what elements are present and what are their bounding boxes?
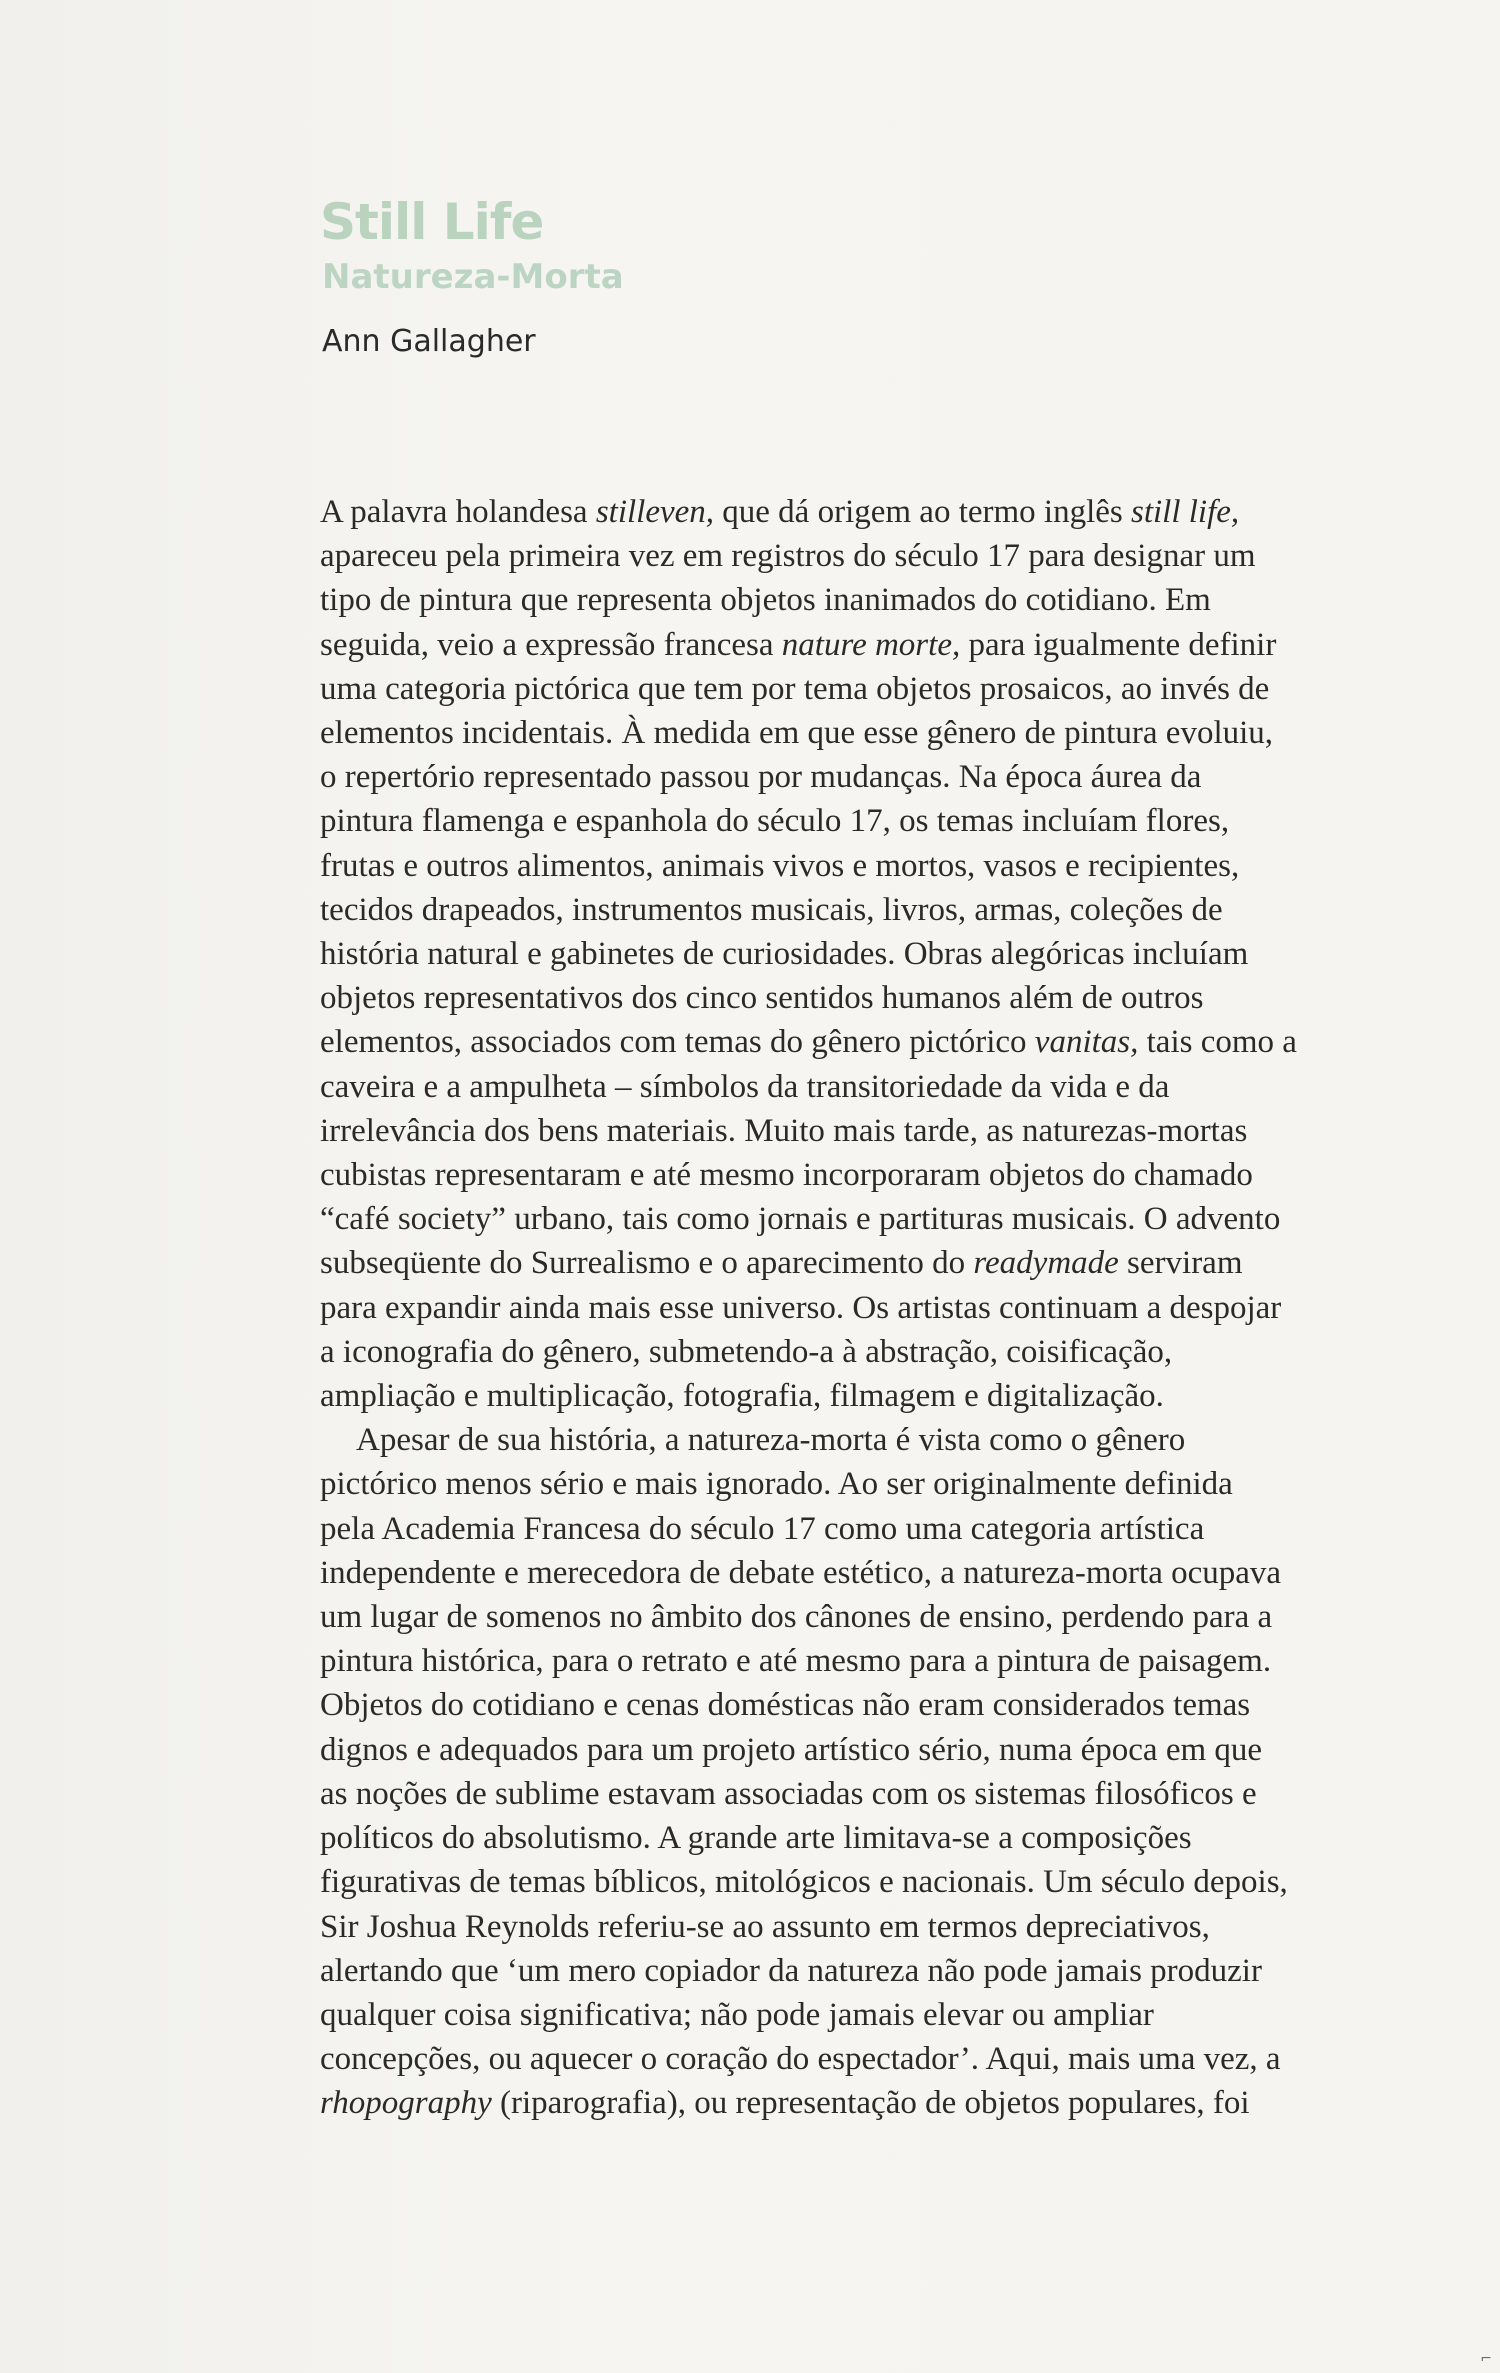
corner-mark: ⌐ — [1480, 2351, 1492, 2367]
text-run: políticos do absolutismo. A grande arte limitava-se a composições — [320, 1820, 1192, 1857]
text-run: um lugar de somenos no âmbito dos cânones de ensino, perdendo para a — [320, 1599, 1273, 1636]
text-run: as noções de sublime estavam associadas com os sistemas filosóficos e — [320, 1775, 1257, 1812]
page-subtitle: Natureza-Morta — [322, 257, 624, 297]
text-run: seguida, veio a expressão francesa — [320, 626, 782, 663]
text-run: dignos e adequados para um projeto artístico sério, numa época em que — [320, 1731, 1263, 1768]
text-line — [320, 1374, 1370, 1418]
paragraph — [320, 490, 1370, 1418]
text-run: cubistas representaram e até mesmo incorporaram objetos do chamado — [320, 1157, 1253, 1194]
text-line — [320, 755, 1370, 799]
text-line — [320, 711, 1370, 755]
text-run: pela Academia Francesa do século 17 como uma categoria artística — [320, 1510, 1205, 1547]
text-run: tecidos drapeados, instrumentos musicais, livros, armas, coleções de — [320, 891, 1223, 928]
text-run: elementos, associados com temas do gênero pictórico — [320, 1024, 1035, 1061]
text-line — [320, 1286, 1370, 1330]
text-line — [320, 1639, 1370, 1683]
text-run: subseqüente do Surrealismo e o aparecimento do — [320, 1245, 974, 1282]
text-run: frutas e outros alimentos, animais vivos e mortos, vasos e recipientes, — [320, 847, 1240, 884]
text-run: caveira e a ampulheta – símbolos da transitoriedade da vida e da — [320, 1068, 1170, 1105]
text-line — [320, 534, 1370, 578]
text-run: alertando que ‘um mero copiador da natureza não pode jamais produzir — [320, 1952, 1262, 1989]
text-run: figurativas de temas bíblicos, mitológicos e nacionais. Um século depois, — [320, 1864, 1288, 1901]
text-line — [320, 1728, 1370, 1772]
text-run: irrelevância dos bens materiais. Muito mais tarde, as naturezas-mortas — [320, 1112, 1248, 1149]
text-line — [320, 799, 1370, 843]
text-line — [320, 1418, 1370, 1462]
text-run: concepções, ou aquecer o coração do espectador’. Aqui, mais uma vez, a — [320, 2041, 1281, 2078]
italic-run: stilleven, — [595, 494, 715, 530]
text-line — [320, 888, 1370, 932]
text-run: qualquer coisa significativa; não pode jamais elevar ou ampliar — [320, 1996, 1154, 2033]
text-run: (riparografia), ou representação de objetos populares, foi — [491, 2085, 1250, 2122]
text-line — [320, 578, 1370, 622]
text-line — [320, 1153, 1370, 1197]
text-line — [320, 1109, 1370, 1153]
italic-run: nature morte, — [781, 626, 961, 663]
text-run: que dá origem ao termo inglês — [714, 494, 1131, 530]
text-run: pictórico menos sério e mais ignorado. Ao ser originalmente definida — [320, 1466, 1233, 1503]
text-line — [320, 932, 1370, 976]
text-run: o repertório representado passou por mudanças. Na época áurea da — [320, 759, 1202, 796]
text-line — [320, 490, 1370, 534]
text-run: tais como a — [1138, 1024, 1297, 1061]
text-line — [320, 1462, 1370, 1506]
text-line — [320, 2037, 1370, 2081]
text-line — [320, 1241, 1370, 1285]
text-run: ampliação e multiplicação, fotografia, filmagem e digitalização. — [320, 1378, 1164, 1415]
text-line — [320, 1595, 1370, 1639]
text-line — [320, 1949, 1370, 1993]
text-run: pintura flamenga e espanhola do século 17, os temas incluíam flores, — [320, 803, 1230, 840]
text-line — [320, 667, 1370, 711]
text-line — [320, 1197, 1370, 1241]
text-line — [320, 1507, 1370, 1551]
text-run: serviram — [1118, 1245, 1243, 1282]
text-line — [320, 1993, 1370, 2037]
text-run: história natural e gabinetes de curiosidades. Obras alegóricas incluíam — [320, 936, 1249, 973]
text-line — [320, 1683, 1370, 1727]
text-line — [320, 1905, 1370, 1949]
text-run: Sir Joshua Reynolds referiu-se ao assunto em termos depreciativos, — [320, 1908, 1210, 1945]
author-name: Ann Gallagher — [322, 324, 536, 359]
text-line — [320, 623, 1370, 667]
text-line — [320, 1816, 1370, 1860]
italic-run: readymade — [973, 1245, 1119, 1282]
text-run: independente e merecedora de debate estético, a natureza-morta ocupava — [320, 1554, 1282, 1591]
italic-run: rhopography — [320, 2085, 492, 2122]
text-run: apareceu pela primeira vez em registros do século 17 para designar um — [320, 538, 1256, 575]
page-title: Still Life — [320, 193, 544, 251]
text-line — [320, 2081, 1370, 2125]
text-line — [320, 1860, 1370, 1904]
text-run: elementos incidentais. À medida em que esse gênero de pintura evoluiu, — [320, 715, 1274, 752]
text-run: tipo de pintura que representa objetos inanimados do cotidiano. Em — [320, 582, 1211, 619]
text-line — [320, 1065, 1370, 1109]
text-run: para expandir ainda mais esse universo. Os artistas continuam a despojar — [320, 1289, 1282, 1326]
text-run: Apesar de sua história, a natureza-morta é vista como o gênero — [356, 1422, 1186, 1459]
text-line — [320, 844, 1370, 888]
text-run: Objetos do cotidiano e cenas domésticas não eram considerados temas — [320, 1687, 1251, 1724]
italic-run: vanitas, — [1034, 1024, 1139, 1061]
paragraph — [320, 1418, 1370, 2125]
text-line — [320, 1551, 1370, 1595]
text-line — [320, 1020, 1370, 1064]
article-body — [320, 490, 1370, 2126]
text-line — [320, 1330, 1370, 1374]
text-run: A palavra holandesa — [320, 494, 596, 530]
text-run: a iconografia do gênero, submetendo-a à abstração, coisificação, — [320, 1333, 1173, 1370]
italic-run: still life, — [1131, 494, 1240, 530]
text-run: “café society” urbano, tais como jornais e partituras musicais. O advento — [320, 1201, 1281, 1238]
text-line — [320, 1772, 1370, 1816]
text-run: para igualmente definir — [960, 626, 1277, 663]
text-run: pintura histórica, para o retrato e até mesmo para a pintura de paisagem. — [320, 1643, 1272, 1680]
text-run: objetos representativos dos cinco sentidos humanos além de outros — [320, 980, 1204, 1017]
text-run: uma categoria pictórica que tem por tema objetos prosaicos, ao invés de — [320, 670, 1270, 707]
text-line — [320, 976, 1370, 1020]
